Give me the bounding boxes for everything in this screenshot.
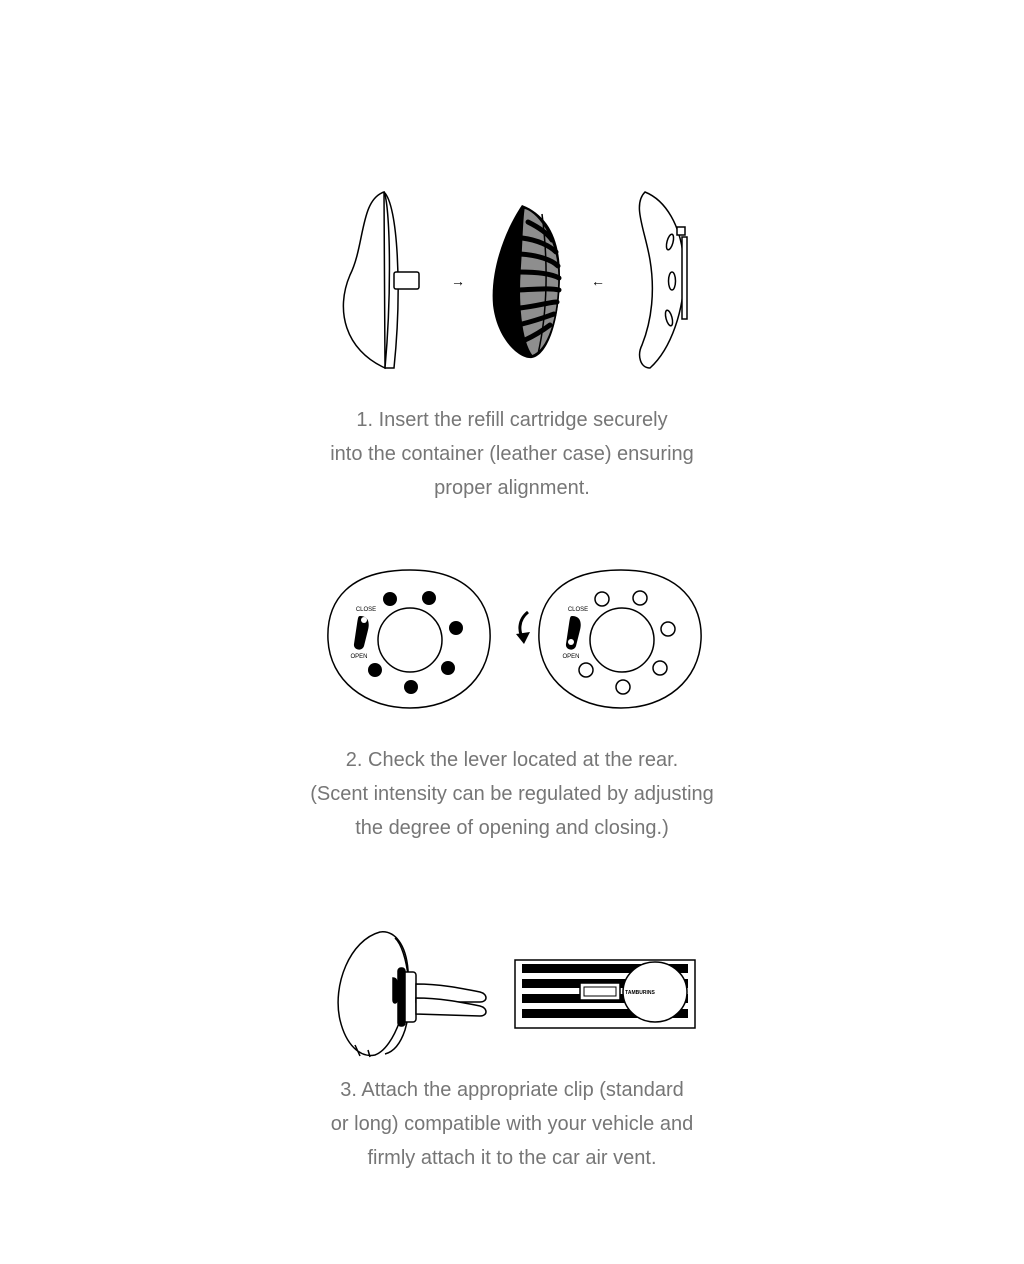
close-label: CLOSE xyxy=(355,607,377,613)
refill-cartridge xyxy=(493,205,560,358)
case-front-half xyxy=(343,192,419,368)
lever-illustration xyxy=(0,560,1024,720)
brand-label: TAMBURINS xyxy=(625,990,655,996)
left-arrow-icon: ← xyxy=(591,273,605,289)
right-arrow-icon: → xyxy=(451,273,465,289)
step-2-line-1: 2. Check the lever located at the rear. xyxy=(345,749,679,771)
step-3-text xyxy=(0,1073,1024,1175)
step-1-line-1: 1. Insert the refill cartridge securely xyxy=(356,409,668,431)
case-back-half xyxy=(639,192,687,368)
step-2-line-2: (Scent intensity can be regulated by adjusting xyxy=(310,783,714,805)
case-open xyxy=(539,570,701,708)
clip-illustration xyxy=(0,920,1024,1065)
rotate-arrow-head-icon xyxy=(516,632,530,644)
step-3-line-3: firmly attach it to the car air vent. xyxy=(367,1147,657,1169)
step-2-text xyxy=(0,743,1024,845)
open-label: OPEN xyxy=(350,654,368,660)
case-with-clip xyxy=(338,932,486,1057)
air-vent xyxy=(515,960,695,1028)
assembly-illustration xyxy=(0,180,1024,380)
step-2-line-3: the degree of opening and closing.) xyxy=(355,817,669,839)
step-3-line-2: or long) compatible with your vehicle and xyxy=(330,1113,694,1135)
open-label: OPEN xyxy=(562,654,580,660)
step-1-line-2: into the container (leather case) ensuring xyxy=(330,443,694,465)
step-3-line-1: 3. Attach the appropriate clip (standard xyxy=(340,1079,684,1101)
case-closed xyxy=(328,570,490,708)
close-label: CLOSE xyxy=(567,607,589,613)
step-1-line-3: proper alignment. xyxy=(434,477,590,499)
step-1-text xyxy=(0,403,1024,505)
